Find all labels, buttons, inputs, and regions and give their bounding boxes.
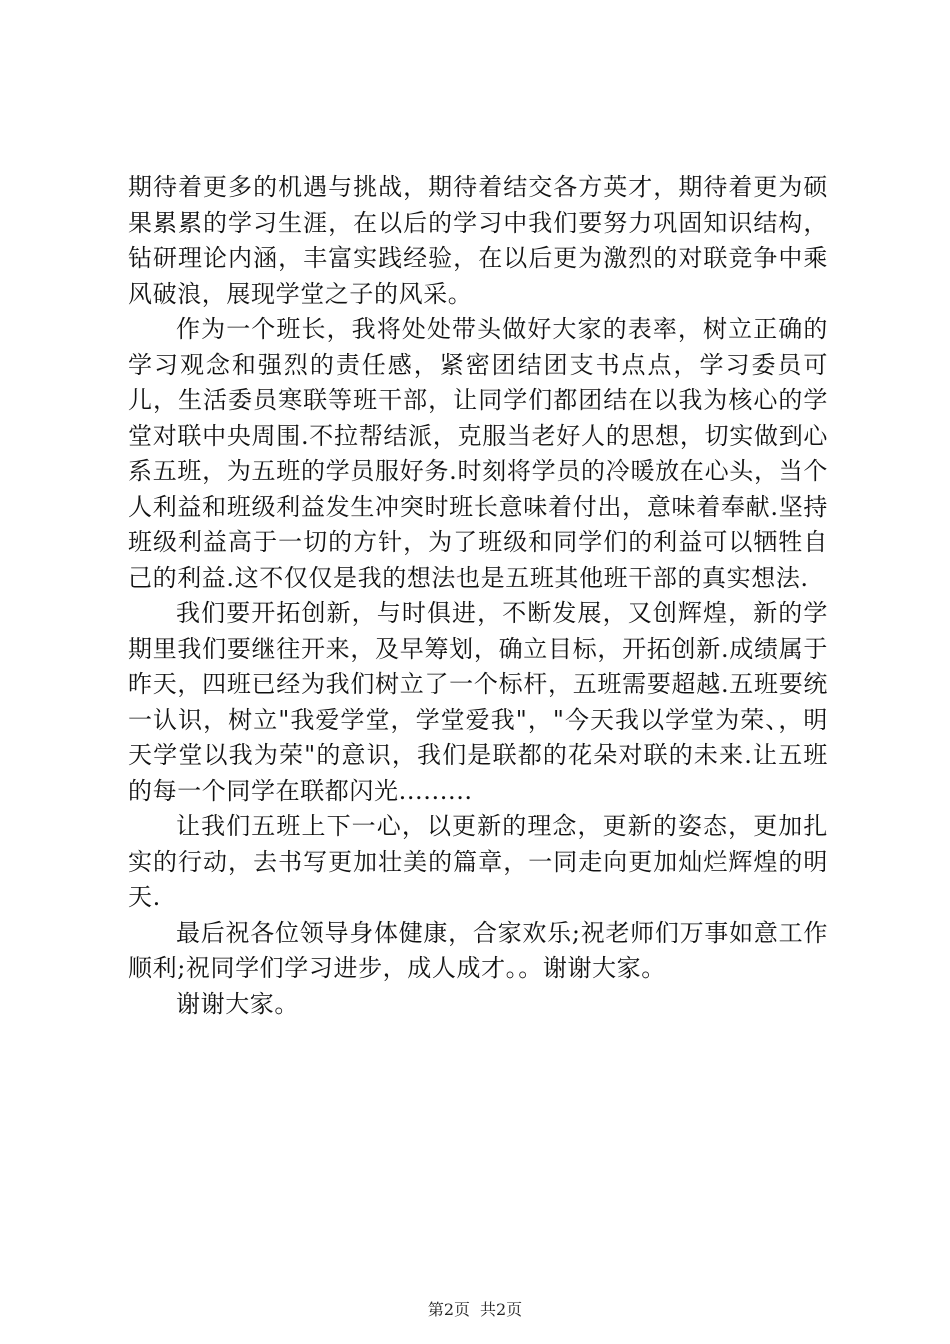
page-total: 共2页 xyxy=(480,1300,523,1319)
paragraph-2: 作为一个班长，我将处处带头做好大家的表率，树立正确的学习观念和强烈的责任感，紧密团结团支书点点，学习委员可儿，生活委员寒联等班干部，让同学们都团结在以我为核心的学堂对联中央周围.不拉帮结派，克服当老好人的思想，切实做到心系五班，为五班的学员服好务.时刻将学员的冷暖放在心头，当个人利益和班级利益发生冲突时班长意味着付出，意味着奉献.坚持班级利益高于一切的方针，为了班级和同学们的利益可以牺牲自己的利益.这不仅仅是我的想法也是五班其他班干部的真实想法. xyxy=(128,315,828,592)
paragraph-1: 期待着更多的机遇与挑战，期待着结交各方英才，期待着更为硕果累累的学习生涯，在以后的学习中我们要努力巩固知识结构，钻研理论内涵，丰富实践经验，在以后更为激烈的对联竞争中乘风破浪，展现学堂之子的风采。 xyxy=(128,173,828,308)
document-body xyxy=(128,170,828,1022)
paragraph-6: 谢谢大家。 xyxy=(176,989,299,1018)
paragraph-4: 让我们五班上下一心，以更新的理念，更新的姿态，更加扎实的行动，去书写更加壮美的篇章，一同走向更加灿烂辉煌的明天. xyxy=(128,812,828,911)
paragraph-3: 我们要开拓创新，与时俱进，不断发展，又创辉煌，新的学期里我们要继往开来，及早筹划，确立目标，开拓创新.成绩属于昨天，四班已经为我们树立了一个标杆，五班需要超越.五班要统一认识，树立"我爱学堂，学堂爱我"，"今天我以学堂为荣、，明天学堂以我为荣"的意识，我们是联都的花朵对联的未来.让五班的每一个同学在联都闪光......... xyxy=(128,599,828,805)
page-footer xyxy=(0,1300,950,1320)
page-number: 第2页 xyxy=(427,1300,470,1319)
paragraph-5: 最后祝各位领导身体健康，合家欢乐;祝老师们万事如意工作顺利;祝同学们学习进步，成人成才。。谢谢大家。 xyxy=(128,918,828,982)
